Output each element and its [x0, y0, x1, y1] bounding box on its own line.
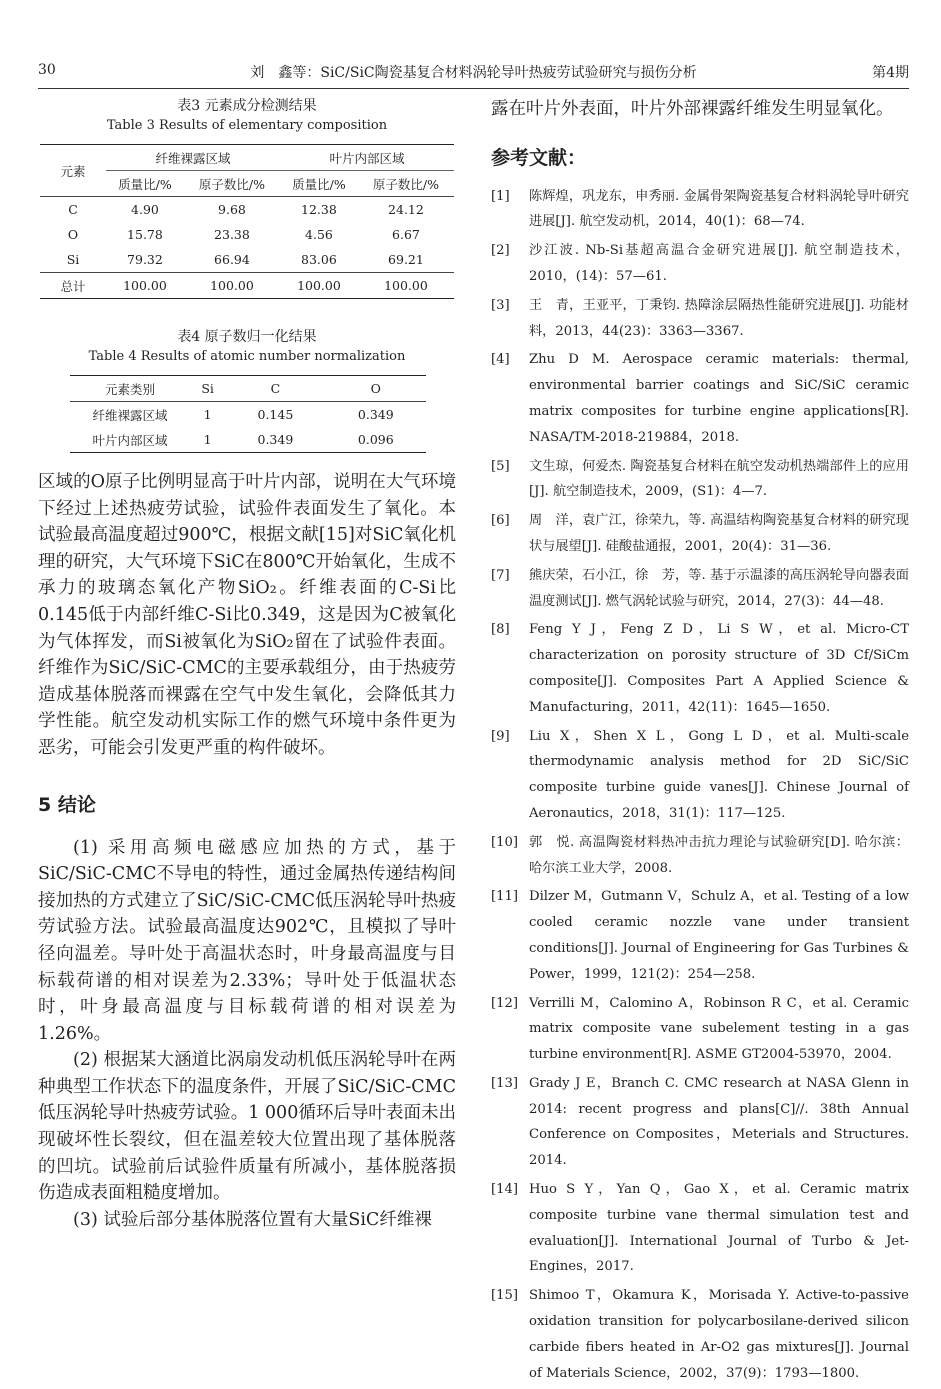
- table-cell: Si: [66, 252, 80, 267]
- left-column: [38, 96, 456, 1233]
- table-cell: 100.00: [106, 273, 184, 299]
- table-cell: 0.096: [357, 432, 394, 447]
- table-cell: 0.145: [257, 407, 294, 422]
- table-row: [70, 402, 426, 428]
- reference-number: [7]: [491, 567, 510, 583]
- reference-number: [13]: [491, 1075, 519, 1091]
- table-cell: 79.32: [127, 252, 163, 267]
- reference-item: [491, 1071, 909, 1174]
- table-header-cell: C: [225, 376, 325, 402]
- page-number: 30: [38, 62, 56, 78]
- table-cell: 66.94: [214, 252, 250, 267]
- reference-text: Dilzer M，Gutmann V，Schulz A，et al. Testing of a low cooled ceramic nozzle vane under transient conditions[J]. Journal of Engineering for Gas Turbines & Power，1999，121(2)：254—258.: [529, 889, 909, 982]
- table3-group-fiber: 纤维裸露区域: [106, 145, 280, 171]
- reference-text: Shimoo T，Okamura K，Morisada Y. Active-to-passive oxidation transition for polycarbosilane-derived silicon carbide fibers heated in Ar-O2 gas mixtures[J]. Journal of Materials Science，2002，37(9)：1793—1800.: [529, 1288, 909, 1381]
- reference-text: 王 青，王亚平，丁秉钧. 热障涂层隔热性能研究进展[J]. 功能材料，2013，44(23)：3363—3367.: [529, 297, 909, 339]
- reference-text: Feng Y J，Feng Z D，Li S W，et al. Micro-CT characterization on porosity structure of 3D Cf/SiCm composite[J]. Composites Part A Applied Science & Manufacturing，2011，42(11)：1645—1650.: [529, 622, 909, 715]
- table-cell: 4.90: [131, 202, 159, 217]
- table3-header-element: 元素: [40, 145, 106, 197]
- conclusion-paragraph: (3) 试验后部分基体脱落位置有大量SiC纤维裸: [73, 1209, 432, 1230]
- reference-item: [491, 830, 909, 882]
- reference-number: [12]: [491, 995, 519, 1011]
- reference-text: Liu X，Shen X L，Gong L D，et al. Multi-scale thermodynamic analysis method for 2D SiC/SiC composite turbine guide vanes[J]. Chinese Journal of Aeronautics，2018，31(1)：117—125.: [529, 728, 909, 821]
- table-cell: 83.06: [301, 252, 337, 267]
- reference-number: [1]: [491, 188, 510, 204]
- table-cell: 纤维裸露区域: [92, 407, 168, 423]
- reference-item: [491, 724, 909, 827]
- table-cell: C: [68, 202, 78, 217]
- reference-number: [3]: [491, 297, 510, 313]
- reference-number: [8]: [491, 622, 510, 638]
- reference-number: [2]: [491, 243, 510, 259]
- table-cell: 23.38: [214, 227, 250, 242]
- table-cell: 总计: [40, 273, 106, 299]
- table4-caption-en: Table 4 Results of atomic number normalization: [88, 349, 406, 364]
- conclusion-paragraph: (1) 采用高频电磁感应加热的方式，基于SiC/SiC-CMC不导电的特性，通过金属热传递结构间接加热的方式建立了SiC/SiC-CMC低压涡轮导叶热疲劳试验方法。试验最高温度达902℃，且模拟了导叶径向温差。导叶处于高温状态时，叶身最高温度与目标载荷谱的相对误差为2.33%；导叶处于低温状态时，叶身最高温度与目标载荷谱的相对误差为1.26%。: [38, 837, 456, 1044]
- body-paragraph: 露在叶片外表面，叶片外部裸露纤维发生明显氧化。: [491, 99, 894, 119]
- body-paragraph: 区域的O原子比例明显高于叶片内部，说明在大气环境下经过上述热疲劳试验，试验件表面发生了氧化。本试验最高温度超过900℃，根据文献[15]对SiC氧化机理的研究，大气环境下SiC在800℃开始氧化，生成不承力的玻璃态氧化产物SiO₂。纤维表面的C-Si比0.145低于内部纤维C-Si比0.349，这是因为C被氧化为气体挥发，而Si被氧化为SiO₂留在了试验件表面。纤维作为SiC/SiC-CMC的主要承载组分，由于热疲劳造成基体脱落而裸露在空气中发生氧化，会降低其力学性能。航空发动机实际工作的燃气环境中条件更为恶劣，可能会引发更严重的构件破坏。: [38, 472, 456, 758]
- table-row: [40, 222, 454, 247]
- issue-number: 第4期: [872, 65, 909, 81]
- reference-text: 周 洋，袁广江，徐荣九，等. 高温结构陶瓷基复合材料的研究现状与展望[J]. 硅酸盐通报，2001，20(4)：31—36.: [529, 513, 909, 554]
- reference-number: [9]: [491, 728, 510, 744]
- reference-item: [491, 563, 909, 615]
- reference-item: [491, 1177, 909, 1280]
- reference-item: [491, 508, 909, 560]
- reference-text: Zhu D M. Aerospace ceramic materials: thermal, environmental barrier coatings and SiC/SiC ceramic matrix composites for turbine engine applications[R]. NASA/TM-2018-219884，2018.: [529, 352, 909, 445]
- reference-item: [491, 884, 909, 987]
- table-row: [40, 197, 454, 223]
- table3-subheader: 原子数比/%: [358, 171, 454, 197]
- reference-text: 文生琼，何爱杰. 陶瓷基复合材料在航空发动机热端部件上的应用[J]. 航空制造技术，2009，(S1)：4—7.: [529, 458, 909, 500]
- table-row: [40, 273, 454, 299]
- running-title: 刘 鑫等：SiC/SiC陶瓷基复合材料涡轮导叶热疲劳试验研究与损伤分析: [250, 65, 697, 81]
- table-header-cell: 元素类别: [70, 376, 190, 402]
- header-rule: [38, 88, 909, 89]
- table3-subheader: 质量比/%: [280, 171, 358, 197]
- table-cell: 100.00: [184, 273, 280, 299]
- table-row: [40, 247, 454, 273]
- running-header: [38, 62, 909, 84]
- conclusion-paragraph: (2) 根据某大涵道比涡扇发动机低压涡轮导叶在两种典型工作状态下的温度条件，开展了SiC/SiC-CMC低压涡轮导叶热疲劳试验。1 000循环后导叶表面未出现破坏性长裂纹，但在温差较大位置出现了基体脱落的凹坑。试验前后试验件质量有所减小，基体脱落损伤造成表面粗糙度增加。: [38, 1050, 456, 1204]
- reference-text: 郭 悦. 高温陶瓷材料热冲击抗力理论与试验研究[D]. 哈尔滨：哈尔滨工业大学，2008.: [529, 834, 909, 876]
- table3-group-inner: 叶片内部区域: [280, 145, 454, 171]
- reference-number: [5]: [491, 458, 510, 474]
- reference-number: [11]: [491, 889, 519, 905]
- table-cell: 0.349: [257, 432, 294, 447]
- reference-text: 沙江波. Nb-Si基超高温合金研究进展[J]. 航空制造技术，2010，(14)：57—61.: [529, 243, 909, 284]
- reference-number: [10]: [491, 834, 519, 850]
- reference-item: [491, 454, 909, 506]
- table-cell: 0.349: [357, 407, 394, 422]
- table-header-cell: Si: [190, 376, 225, 402]
- table3: [40, 144, 454, 299]
- reference-item: [491, 184, 909, 236]
- table-cell: 100.00: [358, 273, 454, 299]
- table-cell: 69.21: [388, 252, 424, 267]
- table-cell: 6.67: [392, 227, 420, 242]
- references-list: [491, 184, 909, 1387]
- right-column: [491, 96, 909, 1389]
- table-cell: 9.68: [218, 202, 246, 217]
- table3-subheader: 原子数比/%: [184, 171, 280, 197]
- table-cell: 24.12: [388, 202, 424, 217]
- table-cell: 100.00: [280, 273, 358, 299]
- table3-caption-cn: 表3 元素成分检测结果: [177, 98, 317, 114]
- reference-number: [14]: [491, 1182, 519, 1198]
- reference-text: 陈辉煌，巩龙东，申秀丽. 金属骨架陶瓷基复合材料涡轮导叶研究进展[J]. 航空发动机，2014，40(1)：68—74.: [529, 188, 909, 230]
- table-cell: 叶片内部区域: [92, 432, 168, 448]
- reference-text: Grady J E，Branch C. CMC research at NASA Glenn in 2014: recent progress and plans[C]//. 38th Annual Conference on Composites，Meterials and Structures. 2014.: [529, 1075, 909, 1169]
- table-cell: 4.56: [305, 227, 333, 242]
- table-cell: 1: [203, 407, 212, 422]
- table-cell: 12.38: [301, 202, 337, 217]
- reference-item: [491, 293, 909, 345]
- reference-item: [491, 991, 909, 1068]
- reference-number: [4]: [491, 352, 510, 368]
- reference-text: 熊庆荣，石小江，徐 芳，等. 基于示温漆的高压涡轮导向器表面温度测试[J]. 燃气涡轮试验与研究，2014，27(3)：44—48.: [529, 567, 909, 609]
- table-row: [70, 427, 426, 453]
- reference-text: Huo S Y，Yan Q，Gao X，et al. Ceramic matrix composite turbine vane thermal simulation test and evaluation[J]. International Journal of Turbo & Jet-Engines，2017.: [529, 1182, 909, 1275]
- section-heading: 5 结论: [38, 793, 96, 816]
- table-header-row: [70, 376, 426, 402]
- table3-caption-en: Table 3 Results of elementary composition: [106, 118, 388, 133]
- reference-item: [491, 617, 909, 720]
- table3-subheader: 质量比/%: [106, 171, 184, 197]
- table-cell: 15.78: [127, 227, 163, 242]
- reference-item: [491, 238, 909, 290]
- reference-number: [6]: [491, 513, 510, 529]
- reference-text: Verrilli M，Calomino A，Robinson R C，et al. Ceramic matrix composite vane subelement testing in a gas turbine environment[R]. ASME GT2004-53970，2004.: [529, 995, 909, 1063]
- reference-item: [491, 1283, 909, 1386]
- table4-caption-cn: 表4 原子数归一化结果: [177, 329, 317, 345]
- reference-item: [491, 347, 909, 450]
- references-heading: 参考文献：: [491, 146, 587, 169]
- table-header-cell: O: [326, 376, 426, 402]
- table-cell: O: [67, 227, 79, 242]
- table-cell: 1: [203, 432, 212, 447]
- table4: [70, 375, 426, 453]
- reference-number: [15]: [491, 1288, 519, 1304]
